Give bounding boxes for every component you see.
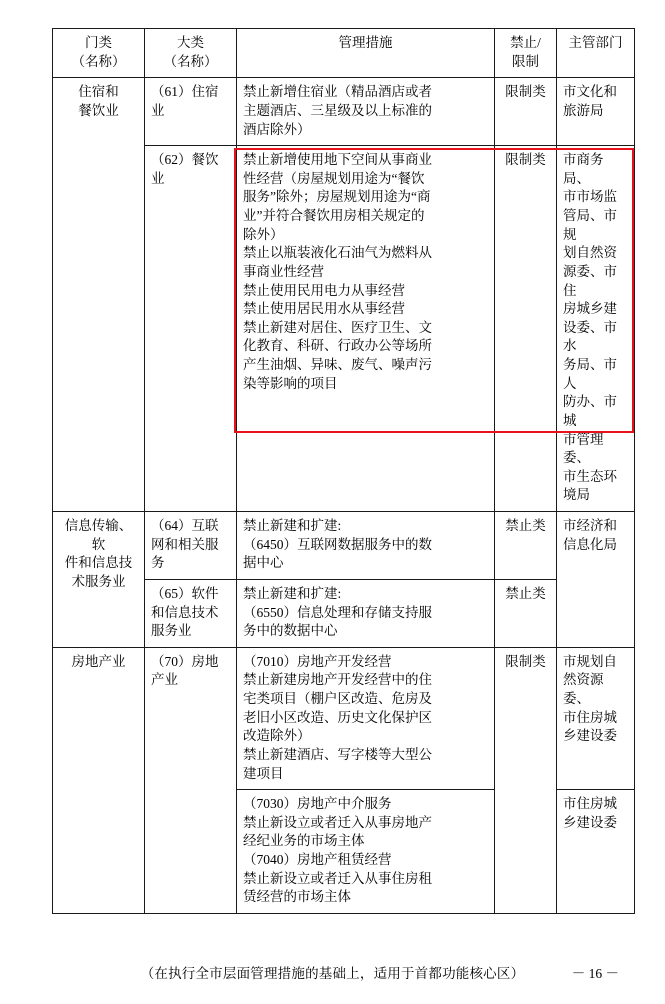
table-header [53, 29, 635, 78]
cell-measures-7010: （7010）房地产开发经营 禁止新建房地产开发经营中的住 宅类项目（棚户区改造、危房及 老旧小区改造、历史文化保护区 改造除外） 禁止新建酒店、写字楼等大型公 建项目 [237, 647, 495, 789]
cell-dalei-65: （65）软件 和信息技术 服务业 [145, 579, 237, 647]
cell-type-61: 限制类 [495, 78, 557, 146]
table-body [53, 78, 635, 914]
cell-authority-information: 市经济和 信息化局 [557, 512, 635, 648]
cell-measures-65: 禁止新建和扩建: （6550）信息处理和存储支持服 务中的数据中心 [237, 579, 495, 647]
cell-type-62: 限制类 [495, 146, 557, 512]
column-header-authority: 主管部门 [557, 29, 635, 78]
cell-measures-61: 禁止新增住宿业（精品酒店或者 主题酒店、三星级及以上标准的 酒店除外） [237, 78, 495, 146]
column-header-prohibit-restrict: 禁止/ 限制 [495, 29, 557, 78]
cell-type-64: 禁止类 [495, 512, 557, 580]
cell-type-70: 限制类 [495, 647, 557, 913]
cell-measures-64: 禁止新建和扩建: （6450）互联网数据服务中的数 据中心 [237, 512, 495, 580]
cell-authority-61: 市文化和 旅游局 [557, 78, 635, 146]
cell-menlei-accommodation-catering: 住宿和 餐饮业 [53, 78, 145, 512]
column-header-menlei: 门类 （名称） [53, 29, 145, 78]
cell-type-65: 禁止类 [495, 579, 557, 647]
table-row [53, 512, 635, 580]
cell-authority-7010: 市规划自 然资源委、 市住房城 乡建设委 [557, 647, 635, 789]
cell-dalei-62: （62）餐饮 业 [145, 146, 237, 512]
table-row [53, 78, 635, 146]
cell-authority-7030-7040: 市住房城 乡建设委 [557, 790, 635, 914]
cell-measures-7030-7040: （7030）房地产中介服务 禁止新设立或者迁入从事房地产 经纪业务的市场主体 （7040）房地产租赁经营 禁止新设立或者迁入从事住房租 赁经营的市场主体 [237, 790, 495, 914]
cell-menlei-real-estate: 房地产业 [53, 647, 145, 913]
cell-measures-62: 禁止新增使用地下空间从事商业 性经营（房屋规划用途为“餐饮 服务”除外；房屋规划用途为“商 业”并符合餐饮用房相关规定的 除外） 禁止以瓶装液化石油气为燃料从 事商业性经营 禁止使用民用电力从事经营 禁止使用居民用水从事经营 禁止新建对居住、医疗卫生、文 化教育、科研、行政办公等场所 产生油烟、异味、废气、噪声污 染等影响的项目 [237, 146, 495, 512]
table-row [53, 647, 635, 789]
industry-restriction-table [52, 28, 635, 914]
column-header-measures: 管理措施 [237, 29, 495, 78]
column-header-dalei: 大类 （名称） [145, 29, 237, 78]
cell-authority-62: 市商务局、 市市场监 管局、市规 划自然资 源委、市住 房城乡建 设委、市水 务局、市人 防办、市城 市管理委、 市生态环 境局 [557, 146, 635, 512]
page-footnote: （在执行全市层面管理措施的基础上，适用于首都功能核心区） [140, 966, 525, 981]
page-number: － 16 － [571, 966, 619, 981]
cell-dalei-64: （64）互联 网和相关服 务 [145, 512, 237, 580]
cell-dalei-61: （61）住宿 业 [145, 78, 237, 146]
cell-menlei-information: 信息传输、软 件和信息技 术服务业 [53, 512, 145, 648]
cell-dalei-70: （70）房地 产业 [145, 647, 237, 913]
table-header-row [53, 29, 635, 78]
